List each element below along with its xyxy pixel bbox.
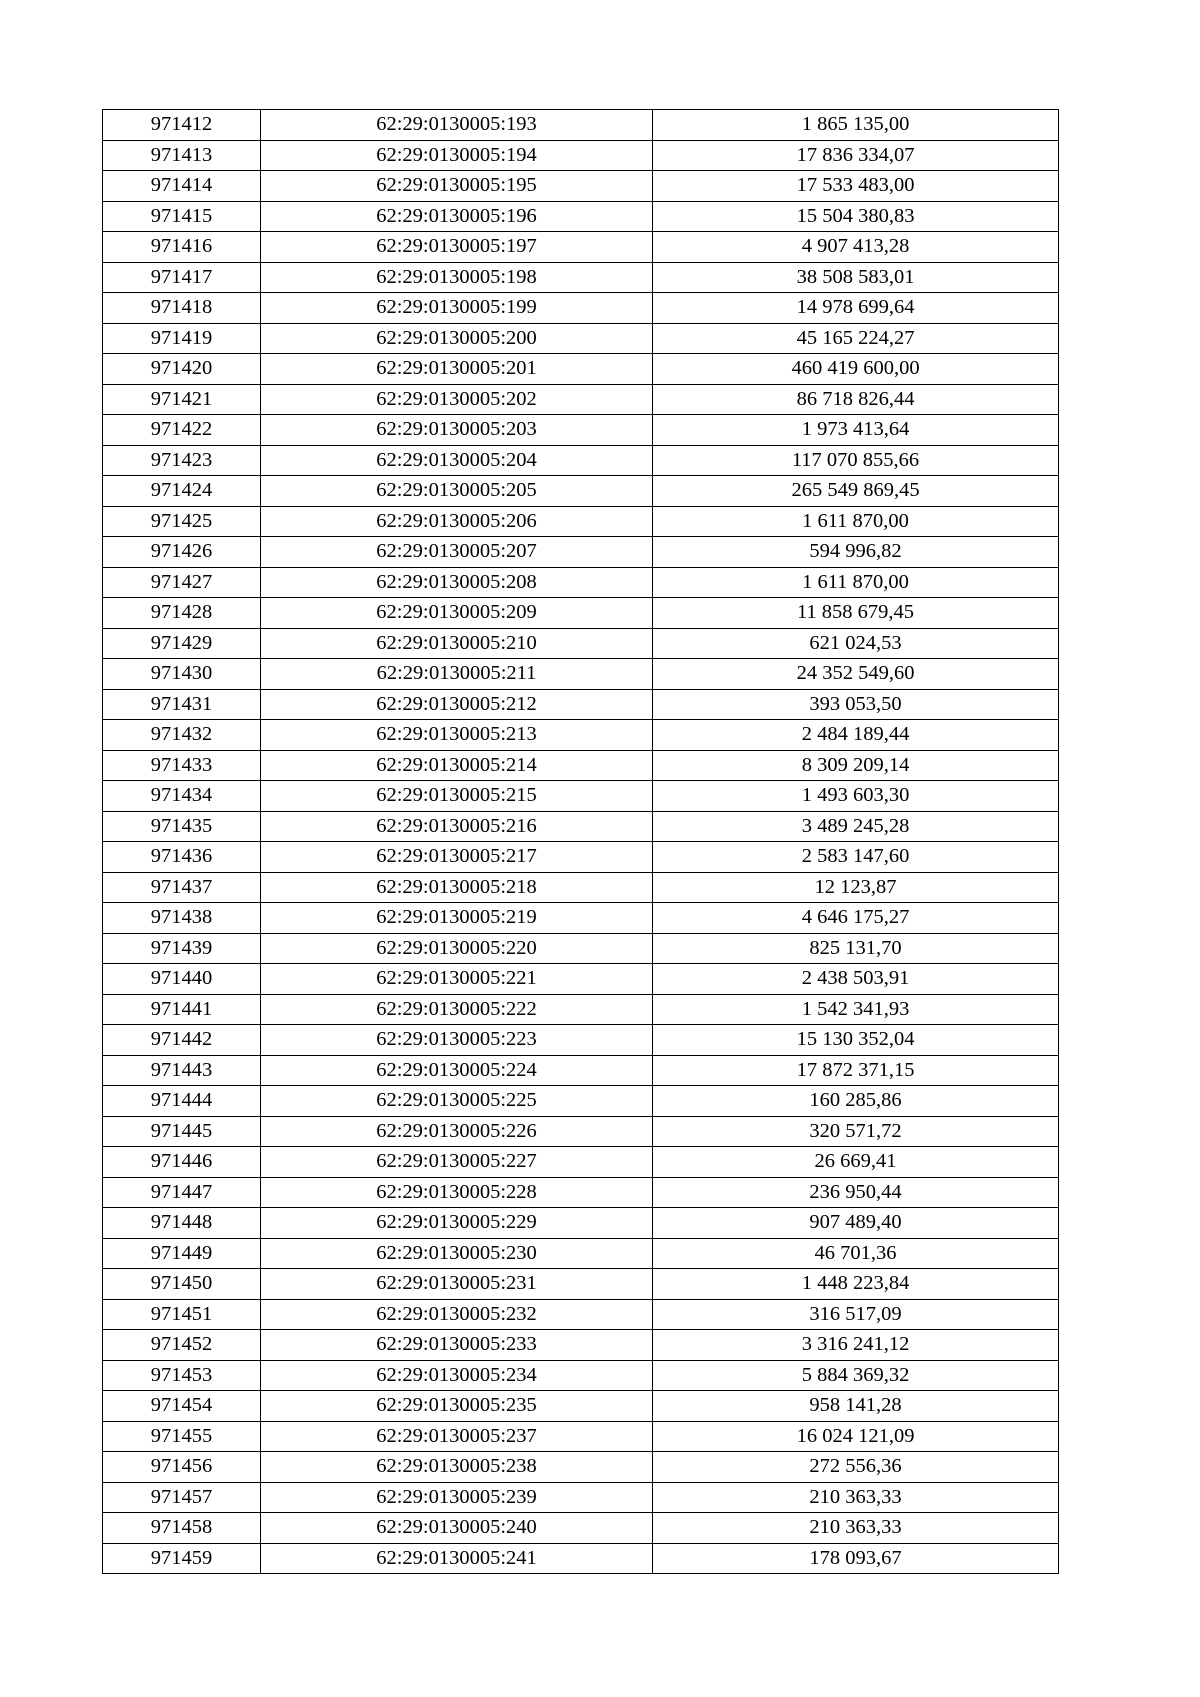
table-row <box>103 476 1059 507</box>
table-row <box>103 628 1059 659</box>
table-row <box>103 1055 1059 1086</box>
cadastral-value-cell: 272 556,36 <box>653 1452 1059 1483</box>
table-row <box>103 842 1059 873</box>
cadastral-value-cell: 17 533 483,00 <box>653 171 1059 202</box>
row-number-cell: 971413 <box>103 140 261 171</box>
cadastral-number-cell: 62:29:0130005:219 <box>261 903 653 934</box>
row-number-cell: 971428 <box>103 598 261 629</box>
cadastral-number-cell: 62:29:0130005:233 <box>261 1330 653 1361</box>
row-number-cell: 971438 <box>103 903 261 934</box>
cadastral-number-cell: 62:29:0130005:218 <box>261 872 653 903</box>
cadastral-number-cell: 62:29:0130005:231 <box>261 1269 653 1300</box>
table-row <box>103 994 1059 1025</box>
cadastral-number-cell: 62:29:0130005:224 <box>261 1055 653 1086</box>
cadastral-value-cell: 1 865 135,00 <box>653 110 1059 141</box>
cadastral-number-cell: 62:29:0130005:196 <box>261 201 653 232</box>
row-number-cell: 971424 <box>103 476 261 507</box>
table-row <box>103 598 1059 629</box>
cadastral-number-cell: 62:29:0130005:198 <box>261 262 653 293</box>
cadastral-number-cell: 62:29:0130005:220 <box>261 933 653 964</box>
row-number-cell: 971414 <box>103 171 261 202</box>
cadastral-number-cell: 62:29:0130005:240 <box>261 1513 653 1544</box>
cadastral-value-cell: 8 309 209,14 <box>653 750 1059 781</box>
cadastral-number-cell: 62:29:0130005:216 <box>261 811 653 842</box>
row-number-cell: 971444 <box>103 1086 261 1117</box>
cadastral-number-cell: 62:29:0130005:204 <box>261 445 653 476</box>
table-row <box>103 201 1059 232</box>
cadastral-number-cell: 62:29:0130005:201 <box>261 354 653 385</box>
table-row <box>103 384 1059 415</box>
cadastral-value-cell: 46 701,36 <box>653 1238 1059 1269</box>
row-number-cell: 971443 <box>103 1055 261 1086</box>
row-number-cell: 971425 <box>103 506 261 537</box>
table-row <box>103 415 1059 446</box>
cadastral-number-cell: 62:29:0130005:232 <box>261 1299 653 1330</box>
cadastral-number-cell: 62:29:0130005:199 <box>261 293 653 324</box>
table-row <box>103 110 1059 141</box>
row-number-cell: 971430 <box>103 659 261 690</box>
cadastral-number-cell: 62:29:0130005:237 <box>261 1421 653 1452</box>
row-number-cell: 971432 <box>103 720 261 751</box>
row-number-cell: 971448 <box>103 1208 261 1239</box>
cadastral-value-cell: 236 950,44 <box>653 1177 1059 1208</box>
cadastral-value-cell: 1 542 341,93 <box>653 994 1059 1025</box>
cadastral-number-cell: 62:29:0130005:208 <box>261 567 653 598</box>
row-number-cell: 971456 <box>103 1452 261 1483</box>
cadastral-number-cell: 62:29:0130005:194 <box>261 140 653 171</box>
cadastral-number-cell: 62:29:0130005:200 <box>261 323 653 354</box>
cadastral-value-cell: 210 363,33 <box>653 1513 1059 1544</box>
cadastral-value-cell: 17 836 334,07 <box>653 140 1059 171</box>
cadastral-value-table <box>102 109 1059 1574</box>
cadastral-number-cell: 62:29:0130005:207 <box>261 537 653 568</box>
row-number-cell: 971449 <box>103 1238 261 1269</box>
row-number-cell: 971451 <box>103 1299 261 1330</box>
cadastral-value-cell: 38 508 583,01 <box>653 262 1059 293</box>
cadastral-number-cell: 62:29:0130005:197 <box>261 232 653 263</box>
cadastral-value-cell: 1 448 223,84 <box>653 1269 1059 1300</box>
cadastral-value-cell: 316 517,09 <box>653 1299 1059 1330</box>
table-row <box>103 1452 1059 1483</box>
table-row <box>103 293 1059 324</box>
table-row <box>103 537 1059 568</box>
row-number-cell: 971427 <box>103 567 261 598</box>
cadastral-number-cell: 62:29:0130005:239 <box>261 1482 653 1513</box>
row-number-cell: 971447 <box>103 1177 261 1208</box>
cadastral-value-cell: 2 484 189,44 <box>653 720 1059 751</box>
row-number-cell: 971423 <box>103 445 261 476</box>
row-number-cell: 971421 <box>103 384 261 415</box>
cadastral-number-cell: 62:29:0130005:222 <box>261 994 653 1025</box>
table-row <box>103 1177 1059 1208</box>
cadastral-value-cell: 4 646 175,27 <box>653 903 1059 934</box>
cadastral-value-cell: 15 130 352,04 <box>653 1025 1059 1056</box>
row-number-cell: 971436 <box>103 842 261 873</box>
cadastral-value-cell: 907 489,40 <box>653 1208 1059 1239</box>
row-number-cell: 971446 <box>103 1147 261 1178</box>
cadastral-number-cell: 62:29:0130005:235 <box>261 1391 653 1422</box>
cadastral-number-cell: 62:29:0130005:234 <box>261 1360 653 1391</box>
cadastral-value-cell: 621 024,53 <box>653 628 1059 659</box>
table-row <box>103 1147 1059 1178</box>
table-row <box>103 1482 1059 1513</box>
cadastral-value-cell: 1 493 603,30 <box>653 781 1059 812</box>
row-number-cell: 971445 <box>103 1116 261 1147</box>
cadastral-number-cell: 62:29:0130005:221 <box>261 964 653 995</box>
row-number-cell: 971434 <box>103 781 261 812</box>
row-number-cell: 971440 <box>103 964 261 995</box>
cadastral-number-cell: 62:29:0130005:210 <box>261 628 653 659</box>
cadastral-value-cell: 86 718 826,44 <box>653 384 1059 415</box>
cadastral-value-cell: 1 611 870,00 <box>653 567 1059 598</box>
table-row <box>103 903 1059 934</box>
cadastral-value-cell: 2 583 147,60 <box>653 842 1059 873</box>
row-number-cell: 971426 <box>103 537 261 568</box>
cadastral-number-cell: 62:29:0130005:215 <box>261 781 653 812</box>
cadastral-value-cell: 825 131,70 <box>653 933 1059 964</box>
cadastral-number-cell: 62:29:0130005:223 <box>261 1025 653 1056</box>
cadastral-number-cell: 62:29:0130005:213 <box>261 720 653 751</box>
row-number-cell: 971417 <box>103 262 261 293</box>
cadastral-value-cell: 958 141,28 <box>653 1391 1059 1422</box>
cadastral-number-cell: 62:29:0130005:214 <box>261 750 653 781</box>
table-row <box>103 933 1059 964</box>
row-number-cell: 971454 <box>103 1391 261 1422</box>
table-row <box>103 1360 1059 1391</box>
cadastral-number-cell: 62:29:0130005:205 <box>261 476 653 507</box>
table-row <box>103 506 1059 537</box>
table-row <box>103 659 1059 690</box>
cadastral-number-cell: 62:29:0130005:206 <box>261 506 653 537</box>
row-number-cell: 971457 <box>103 1482 261 1513</box>
cadastral-number-cell: 62:29:0130005:203 <box>261 415 653 446</box>
table-row <box>103 781 1059 812</box>
cadastral-value-cell: 1 611 870,00 <box>653 506 1059 537</box>
cadastral-number-cell: 62:29:0130005:212 <box>261 689 653 720</box>
table-row <box>103 1116 1059 1147</box>
cadastral-number-cell: 62:29:0130005:238 <box>261 1452 653 1483</box>
row-number-cell: 971433 <box>103 750 261 781</box>
row-number-cell: 971459 <box>103 1543 261 1574</box>
cadastral-value-cell: 14 978 699,64 <box>653 293 1059 324</box>
table-row <box>103 964 1059 995</box>
row-number-cell: 971418 <box>103 293 261 324</box>
row-number-cell: 971442 <box>103 1025 261 1056</box>
cadastral-number-cell: 62:29:0130005:225 <box>261 1086 653 1117</box>
row-number-cell: 971452 <box>103 1330 261 1361</box>
cadastral-number-cell: 62:29:0130005:230 <box>261 1238 653 1269</box>
table-row <box>103 445 1059 476</box>
table-row <box>103 567 1059 598</box>
cadastral-value-cell: 2 438 503,91 <box>653 964 1059 995</box>
table-row <box>103 171 1059 202</box>
row-number-cell: 971431 <box>103 689 261 720</box>
cadastral-number-cell: 62:29:0130005:202 <box>261 384 653 415</box>
row-number-cell: 971458 <box>103 1513 261 1544</box>
row-number-cell: 971441 <box>103 994 261 1025</box>
table-row <box>103 1025 1059 1056</box>
table-row <box>103 262 1059 293</box>
cadastral-value-cell: 1 973 413,64 <box>653 415 1059 446</box>
cadastral-number-cell: 62:29:0130005:211 <box>261 659 653 690</box>
cadastral-number-cell: 62:29:0130005:227 <box>261 1147 653 1178</box>
cadastral-value-cell: 178 093,67 <box>653 1543 1059 1574</box>
cadastral-number-cell: 62:29:0130005:226 <box>261 1116 653 1147</box>
table-row <box>103 232 1059 263</box>
table-row <box>103 1238 1059 1269</box>
cadastral-value-cell: 12 123,87 <box>653 872 1059 903</box>
cadastral-number-cell: 62:29:0130005:217 <box>261 842 653 873</box>
cadastral-value-cell: 16 024 121,09 <box>653 1421 1059 1452</box>
table-row <box>103 1543 1059 1574</box>
row-number-cell: 971415 <box>103 201 261 232</box>
table-row <box>103 1208 1059 1239</box>
row-number-cell: 971429 <box>103 628 261 659</box>
cadastral-value-cell: 265 549 869,45 <box>653 476 1059 507</box>
cadastral-value-cell: 3 489 245,28 <box>653 811 1059 842</box>
cadastral-number-cell: 62:29:0130005:193 <box>261 110 653 141</box>
table-row <box>103 354 1059 385</box>
cadastral-value-cell: 117 070 855,66 <box>653 445 1059 476</box>
cadastral-value-cell: 160 285,86 <box>653 1086 1059 1117</box>
row-number-cell: 971453 <box>103 1360 261 1391</box>
table-row <box>103 811 1059 842</box>
cadastral-number-cell: 62:29:0130005:228 <box>261 1177 653 1208</box>
row-number-cell: 971439 <box>103 933 261 964</box>
table-body <box>103 110 1059 1574</box>
table-row <box>103 750 1059 781</box>
table-row <box>103 720 1059 751</box>
table-row <box>103 1421 1059 1452</box>
cadastral-value-cell: 11 858 679,45 <box>653 598 1059 629</box>
table-row <box>103 1391 1059 1422</box>
cadastral-value-cell: 5 884 369,32 <box>653 1360 1059 1391</box>
row-number-cell: 971422 <box>103 415 261 446</box>
cadastral-number-cell: 62:29:0130005:195 <box>261 171 653 202</box>
cadastral-value-cell: 460 419 600,00 <box>653 354 1059 385</box>
cadastral-value-cell: 26 669,41 <box>653 1147 1059 1178</box>
cadastral-value-cell: 4 907 413,28 <box>653 232 1059 263</box>
table-row <box>103 1330 1059 1361</box>
row-number-cell: 971437 <box>103 872 261 903</box>
table-row <box>103 323 1059 354</box>
row-number-cell: 971455 <box>103 1421 261 1452</box>
table-row <box>103 689 1059 720</box>
table-row <box>103 1513 1059 1544</box>
cadastral-number-cell: 62:29:0130005:229 <box>261 1208 653 1239</box>
cadastral-value-cell: 15 504 380,83 <box>653 201 1059 232</box>
row-number-cell: 971435 <box>103 811 261 842</box>
cadastral-value-cell: 45 165 224,27 <box>653 323 1059 354</box>
row-number-cell: 971419 <box>103 323 261 354</box>
cadastral-value-cell: 594 996,82 <box>653 537 1059 568</box>
cadastral-number-cell: 62:29:0130005:209 <box>261 598 653 629</box>
cadastral-value-cell: 24 352 549,60 <box>653 659 1059 690</box>
cadastral-value-cell: 210 363,33 <box>653 1482 1059 1513</box>
cadastral-value-cell: 320 571,72 <box>653 1116 1059 1147</box>
table-row <box>103 872 1059 903</box>
table-row <box>103 140 1059 171</box>
row-number-cell: 971412 <box>103 110 261 141</box>
table-row <box>103 1269 1059 1300</box>
cadastral-value-cell: 393 053,50 <box>653 689 1059 720</box>
cadastral-number-cell: 62:29:0130005:241 <box>261 1543 653 1574</box>
row-number-cell: 971450 <box>103 1269 261 1300</box>
cadastral-value-cell: 17 872 371,15 <box>653 1055 1059 1086</box>
row-number-cell: 971420 <box>103 354 261 385</box>
table-row <box>103 1086 1059 1117</box>
cadastral-value-cell: 3 316 241,12 <box>653 1330 1059 1361</box>
table-row <box>103 1299 1059 1330</box>
row-number-cell: 971416 <box>103 232 261 263</box>
